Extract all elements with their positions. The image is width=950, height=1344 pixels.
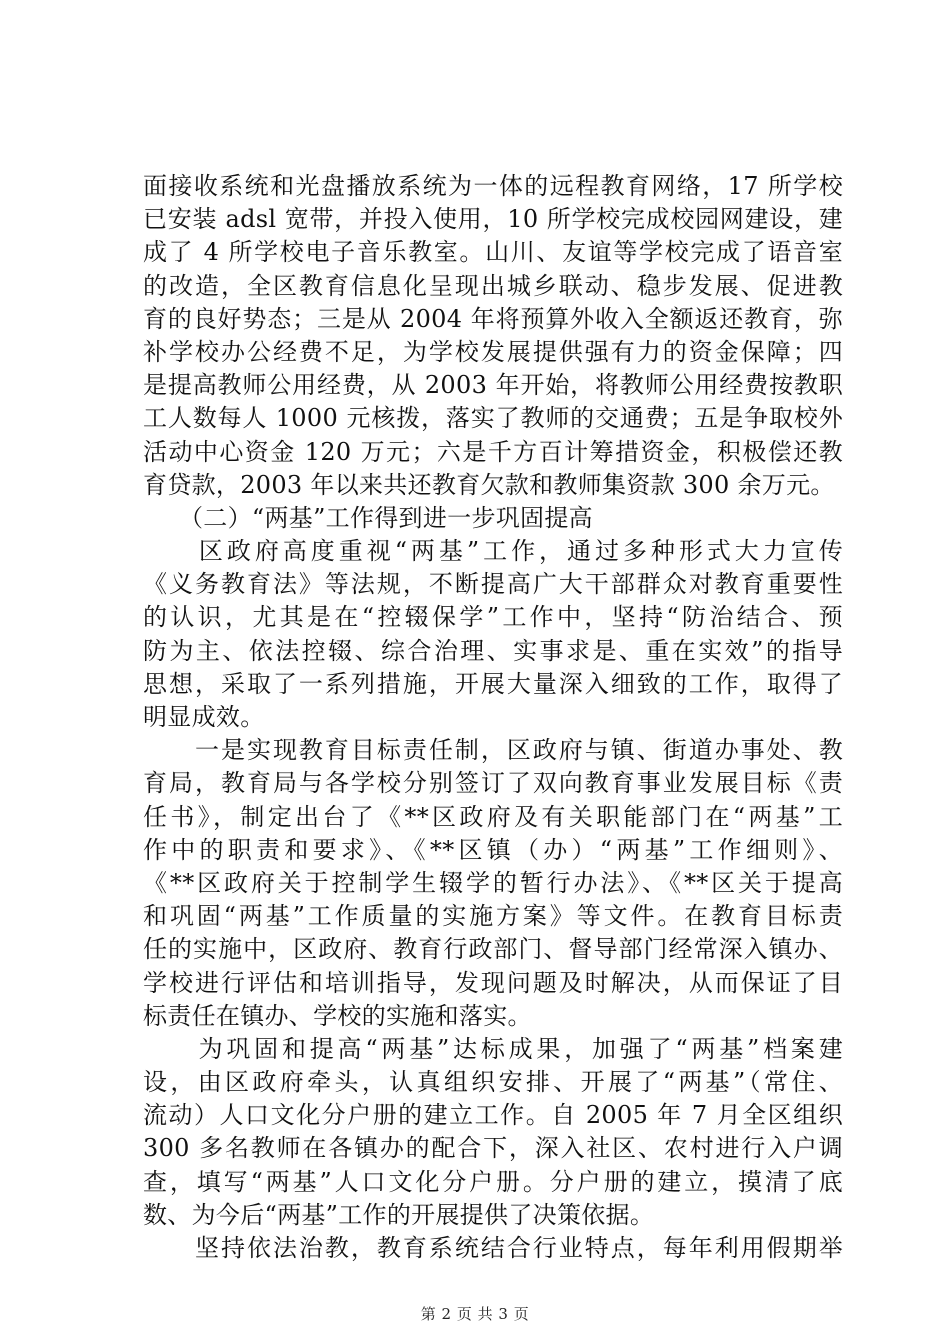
text-line: 和巩固“两基”工作质量的实施方案》等文件。在教育目标责 [143, 902, 843, 931]
text-line: 任书》，制定出台了《**区政府及有关职能部门在“两基”工 [143, 802, 843, 831]
text-line: 设，由区政府牵头，认真组织安排、开展了“两基”（常住、 [143, 1068, 843, 1097]
text-line: 是提高教师公用经费，从 2003 年开始，将教师公用经费按教职 [143, 371, 843, 400]
text-line: 300 多名教师在各镇办的配合下，深入社区、农村进行入户调 [143, 1134, 843, 1163]
text-line: 查，填写“两基”人口文化分户册。分户册的建立，摸清了底 [143, 1167, 843, 1196]
text-line: 防为主、依法控辍、综合治理、实事求是、重在实效”的指导 [143, 636, 843, 665]
text-line: 活动中心资金 120 万元；六是千方百计筹措资金，积极偿还教 [143, 437, 843, 466]
text-line: 流动）人口文化分户册的建立工作。自 2005 年 7 月全区组织 [143, 1101, 843, 1130]
text-line: 作中的职责和要求》、《**区镇（办）“两基”工作细则》、 [143, 835, 843, 864]
text-line: 补学校办公经费不足，为学校发展提供强有力的资金保障；四 [143, 337, 843, 366]
text-line: 标责任在镇办、学校的实施和落实。 [143, 1001, 532, 1030]
text-line: 《义务教育法》等法规，不断提高广大干部群众对教育重要性 [143, 570, 843, 599]
text-line: 区政府高度重视“两基”工作，通过多种形式大力宣传 [143, 537, 843, 566]
text-line: 明显成效。 [143, 703, 265, 731]
text-line: 一是实现教育目标责任制，区政府与镇、街道办事处、教 [143, 736, 843, 765]
text-line: 为巩固和提高“两基”达标成果，加强了“两基”档案建 [143, 1034, 843, 1063]
text-line: 《**区政府关于控制学生辍学的暂行办法》、《**区关于提高 [143, 868, 843, 897]
text-line: 工人数每人 1000 元核拨，落实了教师的交通费；五是争取校外 [143, 404, 843, 433]
text-line: 学校进行评估和培训指导，发现问题及时解决，从而保证了目 [143, 968, 843, 997]
text-line: 思想，采取了一系列措施，开展大量深入细致的工作，取得了 [143, 669, 843, 698]
text-line: 的认识，尤其是在“控辍保学”工作中，坚持“防治结合、预 [143, 603, 843, 632]
section-heading: （二）“两基”工作得到进一步巩固提高 [179, 503, 593, 532]
text-line: 面接收系统和光盘播放系统为一体的远程教育网络，17 所学校 [143, 172, 843, 200]
text-line: 数、为今后“两基”工作的开展提供了决策依据。 [143, 1200, 655, 1229]
document-body [143, 170, 843, 1265]
page-number-footer: 第 2 页 共 3 页 [420, 1305, 530, 1323]
text-line: 的改造，全区教育信息化呈现出城乡联动、稳步发展、促进教 [143, 271, 843, 300]
text-line: 育局，教育局与各学校分别签订了双向教育事业发展目标《责 [143, 769, 843, 798]
text-line: 育贷款，2003 年以来共还教育欠款和教师集资款 300 余万元。 [143, 470, 835, 499]
text-line: 任的实施中，区政府、教育行政部门、督导部门经常深入镇办、 [143, 935, 843, 964]
text-line: 育的良好势态；三是从 2004 年将预算外收入全额返还教育，弥 [143, 304, 843, 333]
text-line: 成了 4 所学校电子音乐教室。山川、友谊等学校完成了语音室 [143, 238, 843, 267]
text-line: 坚持依法治教，教育系统结合行业特点，每年利用假期举 [143, 1234, 843, 1262]
text-line: 已安装 adsl 宽带，并投入使用，10 所学校完成校园网建设，建 [143, 205, 843, 234]
